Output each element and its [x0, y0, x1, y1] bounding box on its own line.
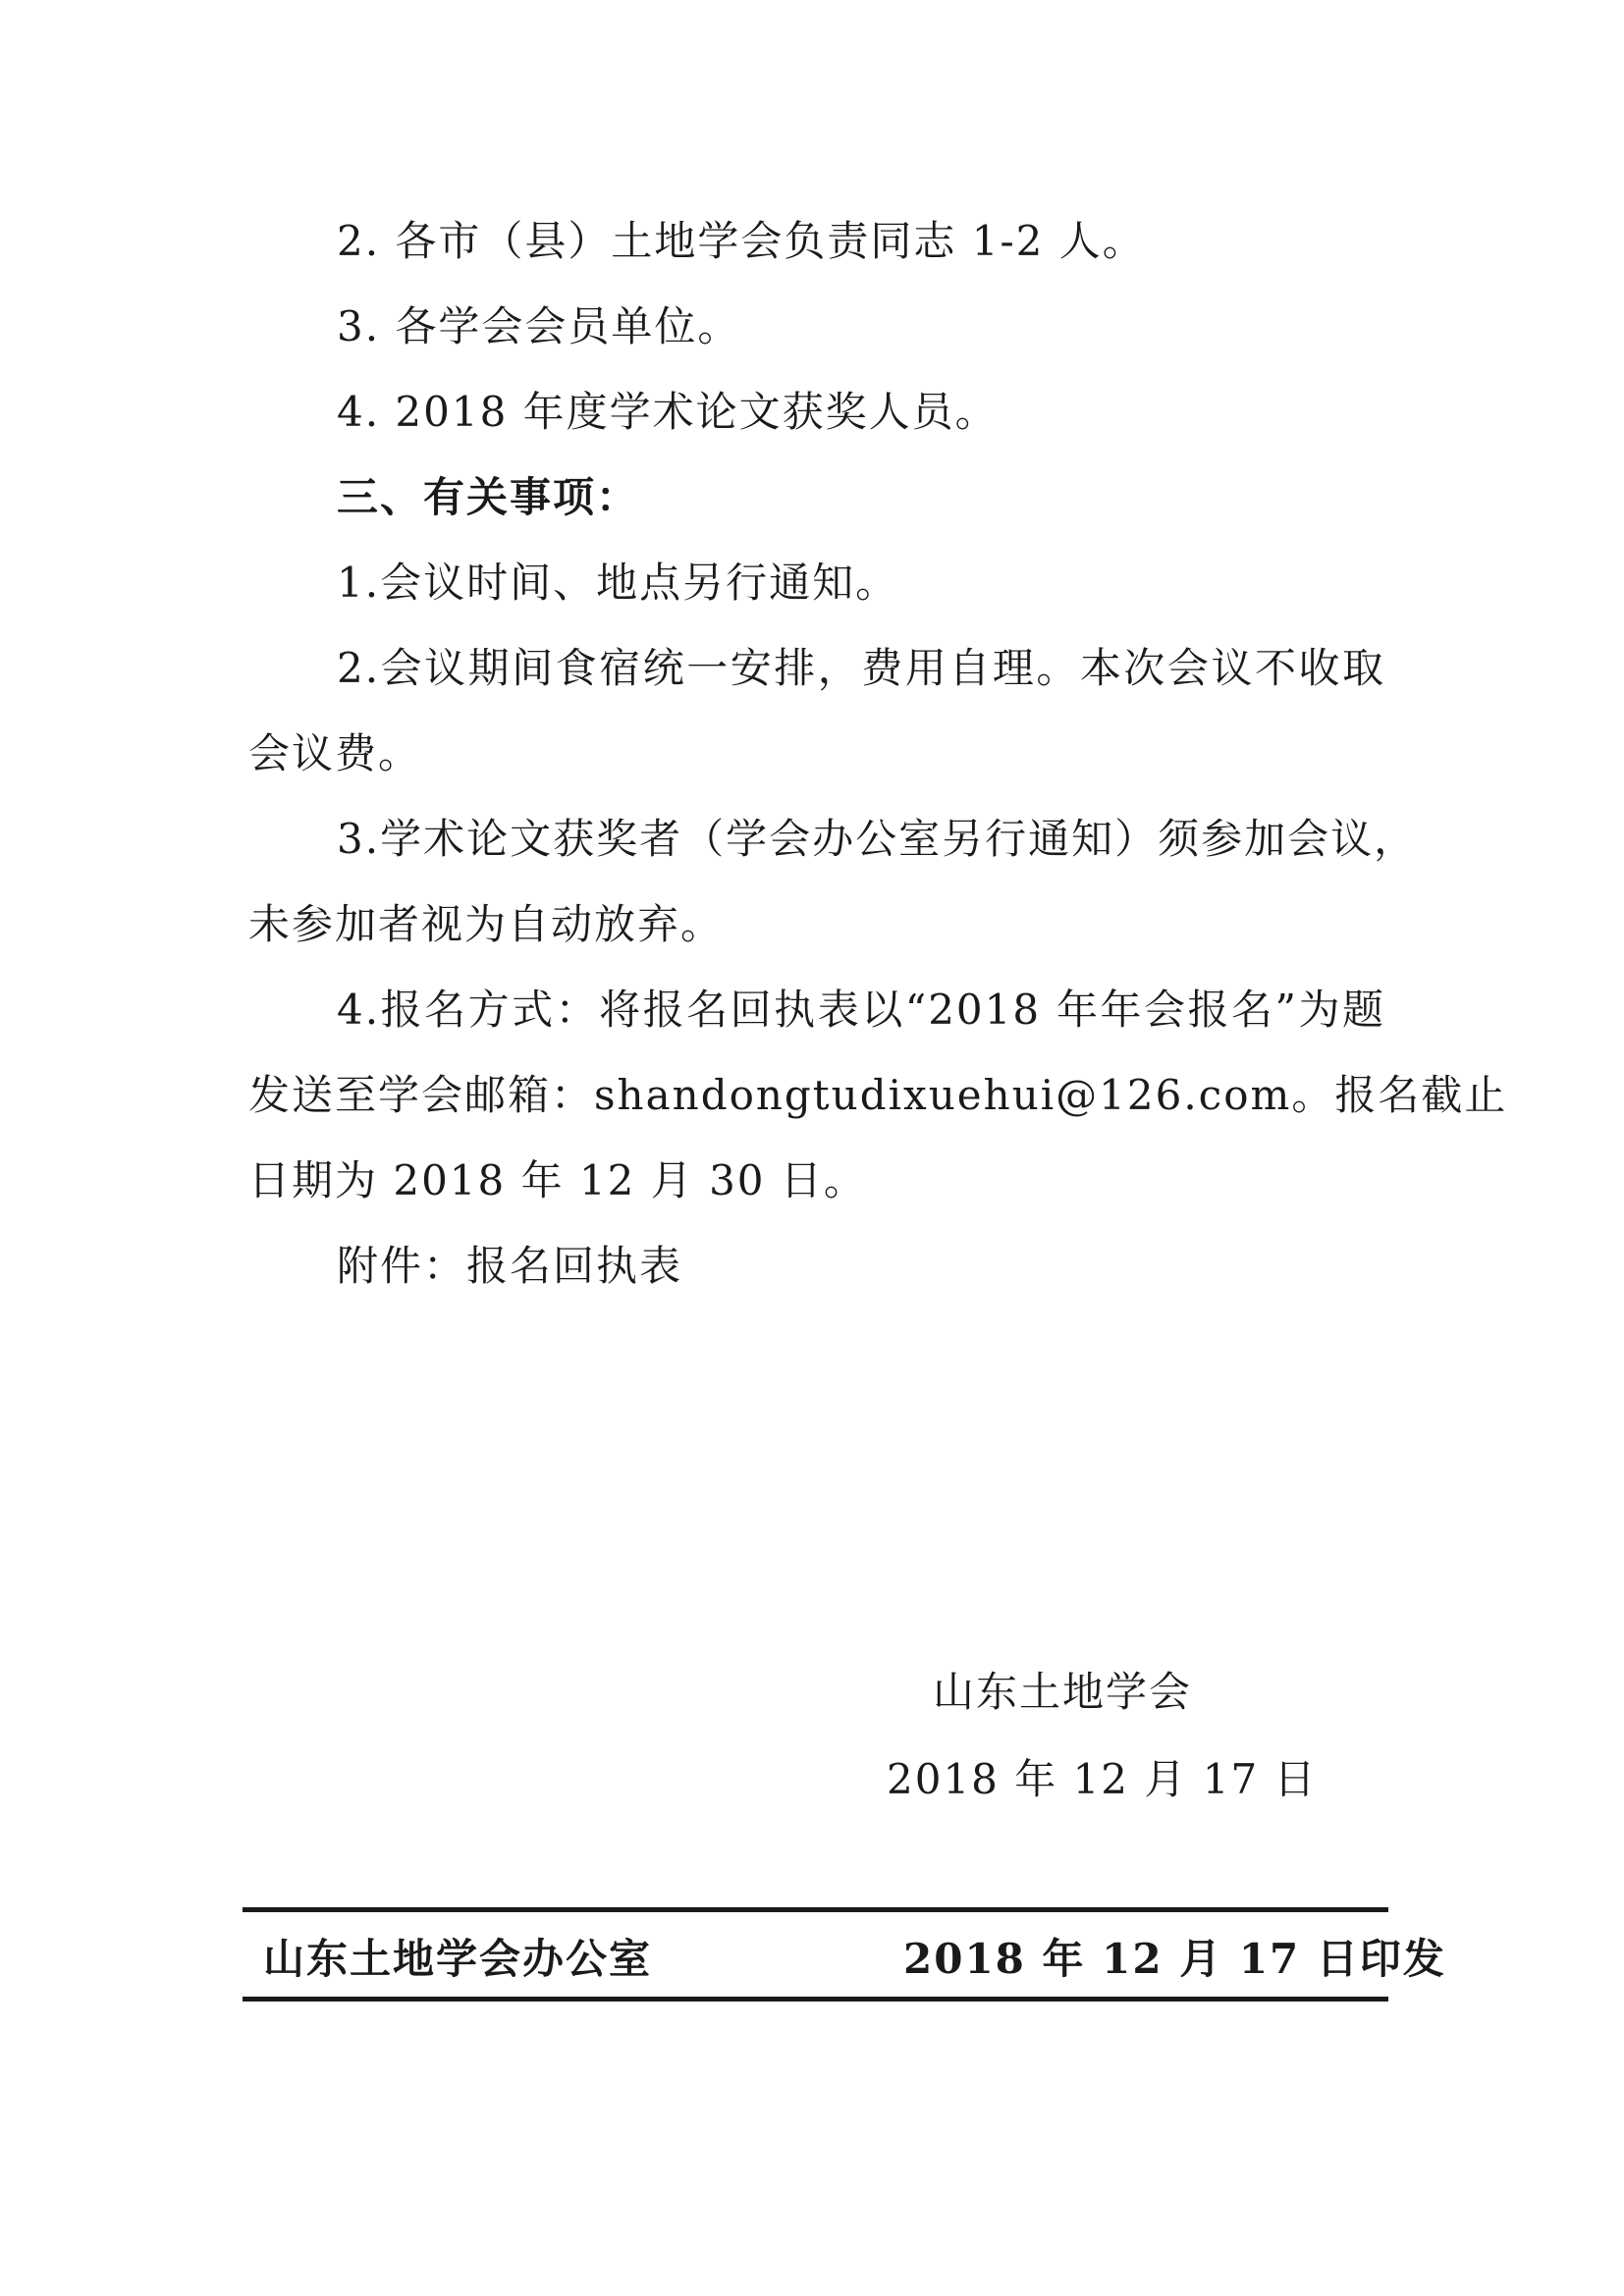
note-2-line-2: 会议费。 — [248, 729, 422, 777]
note-1: 1.会议时间、地点另行通知。 — [337, 559, 899, 607]
footer-office: 山东土地学会办公室 — [263, 1935, 653, 1983]
note-4-line-3: 日期为 2018 年 12 月 30 日。 — [248, 1156, 867, 1204]
list-item-3: 3. 各学会会员单位。 — [337, 302, 741, 350]
list-item-2: 2. 各市（县）土地学会负责同志 1-2 人。 — [337, 217, 1146, 265]
footer-top-rule — [243, 1907, 1388, 1912]
signature-organization: 山东土地学会 — [933, 1668, 1193, 1716]
attachment-note: 附件：报名回执表 — [337, 1242, 683, 1290]
footer-issue-date: 2018 年 12 月 17 日印发 — [903, 1935, 1446, 1983]
note-3-line-2: 未参加者视为自动放弃。 — [248, 900, 725, 948]
note-2-line-1: 2.会议期间食宿统一安排，费用自理。本次会议不收取 — [337, 644, 1385, 692]
footer-bottom-rule — [243, 1997, 1388, 2002]
note-3-line-1: 3.学术论文获奖者（学会办公室另行通知）须参加会议， — [337, 815, 1418, 863]
signature-date: 2018 年 12 月 17 日 — [887, 1755, 1318, 1803]
note-4-line-2: 发送至学会邮箱：shandongtudixuehui@126.com。报名截止 — [248, 1071, 1508, 1119]
note-4-line-1: 4.报名方式：将报名回执表以“2018 年年会报名”为题 — [337, 986, 1385, 1034]
section-heading: 三、有关事项： — [337, 473, 640, 521]
list-item-4: 4. 2018 年度学术论文获奖人员。 — [337, 388, 999, 436]
